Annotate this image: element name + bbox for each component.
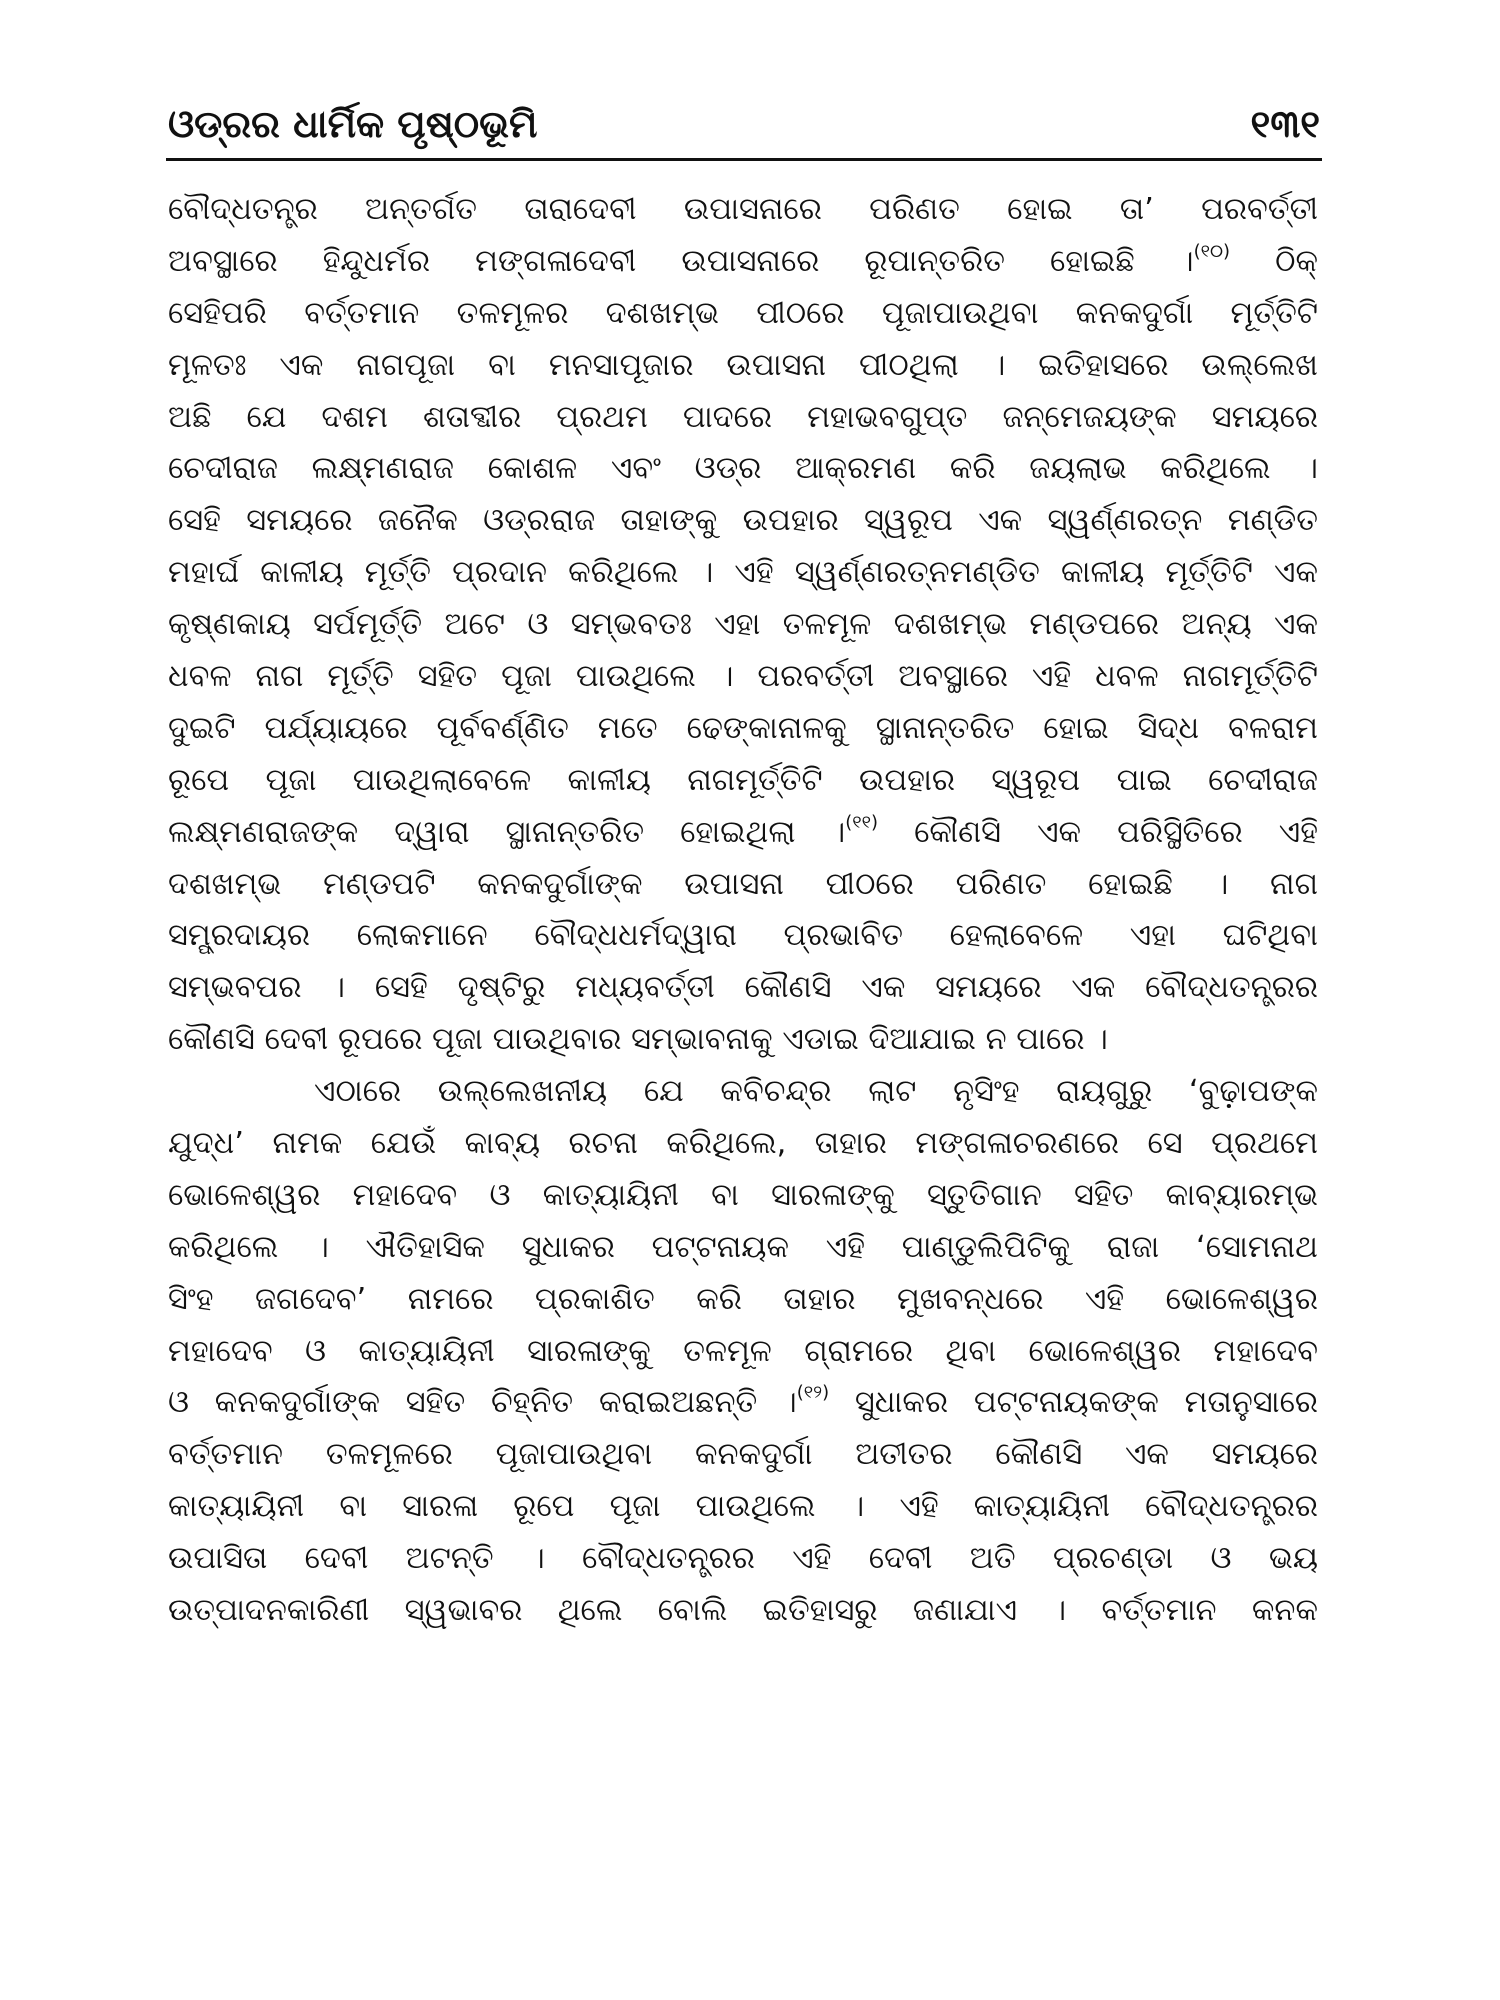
line-text: ଅଛି ଯେ ଦଶମ ଶତାବ୍ଦୀର ପ୍ରଥମ ପାଦରେ ମହାଭବଗୁପ୍ତ ଜନ୍ମେଜୟଙ୍କ ସମୟରେ	[168, 399, 1318, 435]
text-line	[168, 1429, 1318, 1481]
line-text: ମୂଳତଃ ଏକ ନାଗପୂଜା ବା ମନସାପୂଜାର ଉପାସନା ପୀଠଥିଲା । ଇତିହାସରେ ଉଲ୍ଲେଖ	[168, 347, 1318, 383]
line-text-continued: ସୁଧାକର ପଟ୍ଟନାୟକଙ୍କ ମତାନୁସାରେ	[829, 1385, 1318, 1421]
text-line	[168, 236, 1318, 288]
line-text: ମହାଦେବ ଓ କାତ୍ୟାୟିନୀ ସାରଳାଙ୍କୁ ତଳମୂଳ ଗ୍ରାମରେ ଥିବା ଭୋଳେଶ୍ୱର ମହାଦେବ	[168, 1333, 1318, 1369]
text-line	[168, 1066, 1318, 1118]
line-text: ସେହିପରି ବର୍ତ୍ତମାନ ତଳମୂଳର ଦଶଖମ୍ଭ ପୀଠରେ ପୂଜାପାଉଥିବା କନକଦୁର୍ଗା ମୂର୍ତ୍ତିଟି	[168, 295, 1318, 331]
page-header	[168, 92, 1320, 156]
line-text: ଓ କନକଦୁର୍ଗାଙ୍କ ସହିତ ଚିହ୍ନିତ କରାଇଅଛନ୍ତି ।	[168, 1385, 797, 1421]
running-title: ଓଡ୍ରର ଧାର୍ମିକ ପୃଷ୍ଠଭୂମି	[168, 102, 538, 146]
text-line	[168, 288, 1318, 340]
line-text: ବୌଦ୍ଧତନ୍ତ୍ର ଅନ୍ତର୍ଗତ ତାରାଦେବୀ ଉପାସନାରେ ପରିଣତ ହୋଇ ତା’ ପରବର୍ତ୍ତୀ	[168, 192, 1318, 227]
text-line	[168, 443, 1318, 495]
text-line	[168, 1222, 1318, 1274]
line-text-continued: କୌଣସି ଏକ ପରିସ୍ଥିତିରେ ଏହି	[878, 814, 1318, 850]
line-text: ସମ୍ଭବପର । ସେହି ଦୃଷ୍ଟିରୁ ମଧ୍ୟବର୍ତ୍ତୀ କୌଣସି ଏକ ସମୟରେ ଏକ ବୌଦ୍ଧତନ୍ତ୍ରର	[168, 970, 1318, 1006]
line-text: ସମ୍ପ୍ରଦାୟର ଲୋକମାନେ ବୌଦ୍ଧଧର୍ମଦ୍ୱାରା ପ୍ରଭାବିତ ହେଲାବେଳେ ଏହା ଘଟିଥିବା	[168, 918, 1318, 954]
line-text: କାତ୍ୟାୟିନୀ ବା ସାରଳା ରୂପେ ପୂଜା ପାଉଥିଲେ । ଏହି କାତ୍ୟାୟିନୀ ବୌଦ୍ଧତନ୍ତ୍ରର	[168, 1489, 1318, 1525]
text-line	[168, 1170, 1318, 1222]
text-line	[168, 184, 1318, 236]
text-line	[168, 1533, 1318, 1585]
header-rule	[166, 158, 1322, 161]
text-line	[168, 1585, 1318, 1637]
line-text: କୃଷ୍ଣକାୟ ସର୍ପମୂର୍ତ୍ତି ଅଟେ ଓ ସମ୍ଭବତଃ ଏହା ତଳମୂଳ ଦଶଖମ୍ଭ ମଣ୍ଡପରେ ଅନ୍ୟ ଏକ	[168, 607, 1318, 643]
line-text: ଲକ୍ଷ୍ମଣରାଜଙ୍କ ଦ୍ୱାରା ସ୍ଥାନାନ୍ତରିତ ହୋଇଥିଲା ।	[168, 814, 846, 850]
text-line	[168, 1014, 1318, 1066]
text-line	[168, 807, 1318, 859]
line-text: ଉତ୍ପାଦନକାରିଣୀ ସ୍ୱଭାବର ଥିଲେ ବୋଲି ଇତିହାସରୁ ଜଣାଯାଏ । ବର୍ତ୍ତମାନ କନକ	[168, 1593, 1318, 1629]
text-line	[168, 1377, 1318, 1429]
text-line	[168, 859, 1318, 911]
footnote-marker: (୧୦)	[1193, 240, 1231, 262]
line-text: ମହାର୍ଘ କାଳୀୟ ମୂର୍ତ୍ତି ପ୍ରଦାନ କରିଥିଲେ । ଏହି ସ୍ୱର୍ଣ୍ଣରତ୍ନମଣ୍ଡିତ କାଳୀୟ ମୂର୍ତ୍ତିଟି ଏକ	[168, 555, 1318, 591]
line-text-continued: ଠିକ୍	[1230, 243, 1318, 279]
text-line	[168, 1481, 1318, 1533]
line-text: ବର୍ତ୍ତମାନ ତଳମୂଳରେ ପୂଜାପାଉଥିବା କନକଦୁର୍ଗା ଅତୀତର କୌଣସି ଏକ ସମୟରେ	[168, 1437, 1318, 1473]
footnote-marker: (୧୧)	[845, 811, 879, 833]
text-line	[168, 340, 1318, 392]
text-line	[168, 651, 1318, 703]
line-text: ସେହି ସମୟରେ ଜନୈକ ଓଡ୍ରରାଜ ତାହାଙ୍କୁ ଉପହାର ସ୍ୱରୂପ ଏକ ସ୍ୱର୍ଣ୍ଣରତ୍ନ ମଣ୍ଡିତ	[168, 503, 1318, 539]
line-text: ଉପାସିତା ଦେବୀ ଅଟନ୍ତି । ବୌଦ୍ଧତନ୍ତ୍ରର ଏହି ଦେବୀ ଅତି ପ୍ରଚଣ୍ଡା ଓ ଭୟ	[168, 1541, 1318, 1577]
line-text: କରିଥିଲେ । ଐତିହାସିକ ସୁଧାକର ପଟ୍ଟନାୟକ ଏହି ପାଣ୍ଡୁଲିପିଟିକୁ ରାଜା ‘ସୋମନାଥ	[168, 1229, 1318, 1265]
line-text: ଦୁଇଟି ପର୍ଯ୍ୟାୟରେ ପୂର୍ବବର୍ଣ୍ଣିତ ମତେ ଢେଙ୍କାନାଳକୁ ସ୍ଥାନାନ୍ତରିତ ହୋଇ ସିଦ୍ଧ ବଳରାମ	[168, 710, 1318, 746]
line-text: ଯୁଦ୍ଧ’ ନାମକ ଯେଉଁ କାବ୍ୟ ରଚନା କରିଥିଲେ, ତାହାର ମଙ୍ଗଳାଚରଣରେ ସେ ପ୍ରଥମେ	[168, 1126, 1318, 1162]
text-line	[168, 495, 1318, 547]
line-text: ଦଶଖମ୍ଭ ମଣ୍ଡପଟି କନକଦୁର୍ଗାଙ୍କ ଉପାସନା ପୀଠରେ ପରିଣତ ହୋଇଛି । ନାଗ	[168, 866, 1318, 902]
text-line	[168, 1118, 1318, 1170]
line-text: ଚେଦୀରାଜ ଲକ୍ଷ୍ମଣରାଜ କୋଶଳ ଏବଂ ଓଡ୍ର ଆକ୍ରମଣ କରି ଜୟଲାଭ କରିଥିଲେ ।	[168, 451, 1318, 487]
text-line	[168, 392, 1318, 444]
text-line	[168, 755, 1318, 807]
line-text: ସିଂହ ଜଗଦେବ’ ନାମରେ ପ୍ରକାଶିତ କରି ତାହାର ମୁଖବନ୍ଧରେ ଏହି ଭୋଳେଶ୍ୱର	[168, 1281, 1318, 1317]
line-text: ଅବସ୍ଥାରେ ହିନ୍ଦୁଧର୍ମର ମଙ୍ଗଳାଦେବୀ ଉପାସନାରେ ରୂପାନ୍ତରିତ ହୋଇଛି ।	[168, 243, 1194, 279]
line-text: ଭୋଳେଶ୍ୱର ମହାଦେବ ଓ କାତ୍ୟାୟିନୀ ବା ସାରଳାଙ୍କୁ ସ୍ତୁତିଗାନ ସହିତ କାବ୍ୟାରମ୍ଭ	[168, 1177, 1318, 1213]
line-text: କୌଣସି ଦେବୀ ରୂପରେ ପୂଜା ପାଉଥିବାର ସମ୍ଭାବନାକୁ ଏଡାଇ ଦିଆଯାଇ ନ ପାରେ ।	[168, 1022, 1108, 1058]
text-line	[168, 962, 1318, 1014]
footnote-marker: (୧୨)	[796, 1382, 830, 1404]
body-text	[168, 184, 1318, 1637]
line-text: ଧବଳ ନାଗ ମୂର୍ତ୍ତି ସହିତ ପୂଜା ପାଉଥିଲେ । ପରବର୍ତ୍ତୀ ଅବସ୍ଥାରେ ଏହି ଧବଳ ନାଗମୂର୍ତ୍ତିଟି	[168, 659, 1318, 695]
page-number: ୧୩୧	[1250, 102, 1320, 146]
text-line	[168, 910, 1318, 962]
text-line	[168, 1326, 1318, 1378]
text-line	[168, 703, 1318, 755]
text-line	[168, 599, 1318, 651]
text-line	[168, 1274, 1318, 1326]
line-text: ଏଠାରେ ଉଲ୍ଲେଖନୀୟ ଯେ କବିଚନ୍ଦ୍ର ଲାଟ ନୃସିଂହ ରାୟଗୁରୁ ‘ବୁଢ଼ାପଙ୍କ	[314, 1074, 1318, 1110]
text-line	[168, 547, 1318, 599]
line-text: ରୂପେ ପୂଜା ପାଉଥିଲାବେଳେ କାଳୀୟ ନାଗମୂର୍ତ୍ତିଟି ଉପହାର ସ୍ୱରୂପ ପାଇ ଚେଦୀରାଜ	[168, 762, 1318, 798]
